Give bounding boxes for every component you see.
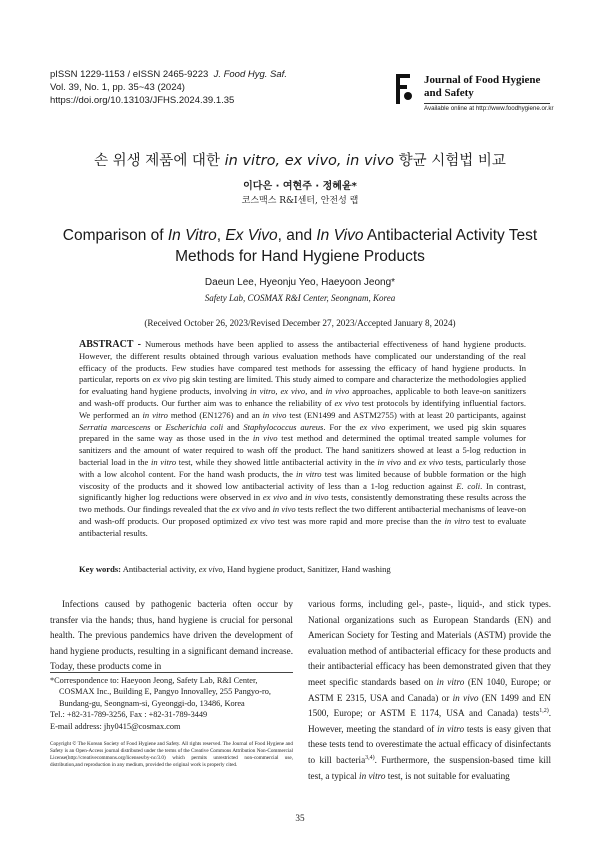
- journal-logo-block: [392, 72, 554, 118]
- journal-abbrev: J. Food Hyg. Saf.: [213, 69, 287, 80]
- abstract-label: ABSTRACT -: [79, 339, 141, 350]
- journal-header-info: [50, 68, 287, 107]
- journal-name: Journal of Food Hygiene and Safety: [424, 74, 541, 99]
- keywords-label: Key words:: [79, 564, 122, 574]
- body-right-column: various forms, including gel-, paste-, liquid-, and stick types. National organizations such as European Standards (EN) and American Society for Testing and Materials (ASTM) provide the evaluation method of antibacterial efficacy for these products and their antibacterial efficacy has been demonstrated given that they meet specific standards based on in vitro (EN 1040, Europe; or ASTM E 2315, USA and Canada) or in vivo (EN 1499 and EN 1500, Europe; or ASTM E 1174, USA and Canada) tests$^{1,2)}$. However, meeting the standard of in vitro tests is easy given that these tests tend to overestimate the actual efficacy of disinfectants to kill bacteria$^{3,4)}$. Furthermore, the suspension-based time kill test, a typical in vitro test, is not suitable for evaluating: [308, 599, 551, 781]
- body-left-column: Infections caused by pathogenic bacteria often occur by transfer via the hands; thus, hand hygiene is crucial for personal health. The previous pandemics have driven the development of hand hygiene products, resulting in a significant demand increase. Today, these products come in: [50, 599, 293, 672]
- abstract: ABSTRACT - Numerous methods have been applied to assess the antibacterial effectiveness of hand hygiene products. However, the different results obtained through various evaluation methods have complicated our understanding of the real efficacy of the products. Few studies have compared test methods for assessing the efficacy of hand hygiene products. In particular, reports on ex vivo pig skin testing are limited. This study aimed to compare and characterize the methodologies applied for evaluating hand hygiene products, involving in vitro, ex vivo, and in vivo approaches, applicable to both leave-on sanitizers and wash-off products. Our further aim was to enhance the reliability of ex vivo test protocols by identifying influential factors. We performed an in vitro method (EN1276) and an in vivo test (EN1499 and ASTM2755) with at least 20 participants, against Serratia marcescens or Escherichia coli and Staphylococcus aureus. For the ex vivo experiment, we used pig skin squares prepared in the same way as those used in the in vivo test method and determined the optimal treated sample volumes for sanitizers and the amount of water required to wash off the product. The hand sanitizers showed at least a 5-log reduction in bacterial load in the in vitro test, while they showed little antibacterial activity in the in vivo and ex vivo tests, particularly those with a low alcohol content. For the hand wash products, the in vitro test was limited because of bubble formation or the high viscosity of the products and it showed low antibacterial activity of less than a 1-log reduction against E. coli. In contrast, significantly higher log reductions were observed in ex vivo and in vivo tests, consistently demonstrating these results across the two methods. Our findings revealed that the ex vivo and in vivo tests reflect the two different antibacterial mechanisms of leave-on and wash-off products. Our proposed optimized ex vivo test was more rapid and more precise than the in vitro test to evaluate antibacterial results.: [79, 339, 527, 538]
- page-number: 35: [295, 813, 305, 823]
- volume-line: Vol. 39, No. 1, pp. 35~43 (2024): [50, 82, 185, 93]
- english-title: Comparison of In Vitro, Ex Vivo, and In Vivo Antibacterial Activity Test Methods for Hand Hygiene Products: [62, 227, 538, 265]
- korean-authors: 이다은 · 여현주 · 정혜윤*: [243, 181, 357, 192]
- footnote-divider: [50, 672, 293, 673]
- issn-line: [50, 68, 287, 81]
- email-address[interactable]: E-mail address: jhy0415@cosmax.com: [50, 721, 181, 731]
- journal-logo-icon: [392, 72, 414, 106]
- logo-divider: [424, 103, 550, 104]
- received-dates: (Received October 26, 2023/Revised December 27, 2023/Accepted January 8, 2024): [144, 318, 456, 328]
- korean-title: 손 위생 제품에 대한 in vitro, ex vivo, in vivo 향균 시험법 비교: [94, 153, 506, 169]
- keywords: Key words: Antibacterial activity, ex vivo, Hand hygiene product, Sanitizer, Hand washing: [79, 564, 391, 574]
- doi-link[interactable]: https://doi.org/10.13103/JFHS.2024.39.1.35: [50, 95, 235, 106]
- issn: pISSN 1229-1153 / eISSN 2465-9223: [50, 69, 209, 80]
- english-authors: Daeun Lee, Hyeonju Yeo, Haeyoon Jeong*: [204, 277, 396, 288]
- available-online[interactable]: Available online at http://www.foodhygiene.or.kr: [424, 105, 554, 112]
- english-affiliation: Safety Lab, COSMAX R&I Center, Seongnam, Korea: [204, 293, 396, 303]
- correspondence-footnote: *Correspondence to: Haeyoon Jeong, Safety Lab, R&I Center, COSMAX Inc., Building E, Pangyo Innovalley, 255 Pangyo-ro, Bundang-gu, Seongnam-si, Gyeonggi-do, 13486, Korea Tel.: +82-31-789-3256, Fax : +82-31-789-3449 E-mail address: jhy0415@cosmax.com: [50, 675, 295, 732]
- korean-affiliation: 코스맥스 R&I센터, 안전성 랩: [241, 196, 359, 206]
- copyright-notice: Copyright © The Korean Society of Food Hygiene and Safety. All rights reserved. The Journal of Food Hygiene and Safety is an Open-Access journal distributed under the terms of the Creative Commons Attribution Non-Commercial License(http://creativecommons.org/licenses/by-nc/3.0) which permits unrestricted non-commercial use, distribution,and reproduction in any medium, provided the original work is properly cited.: [50, 741, 293, 768]
